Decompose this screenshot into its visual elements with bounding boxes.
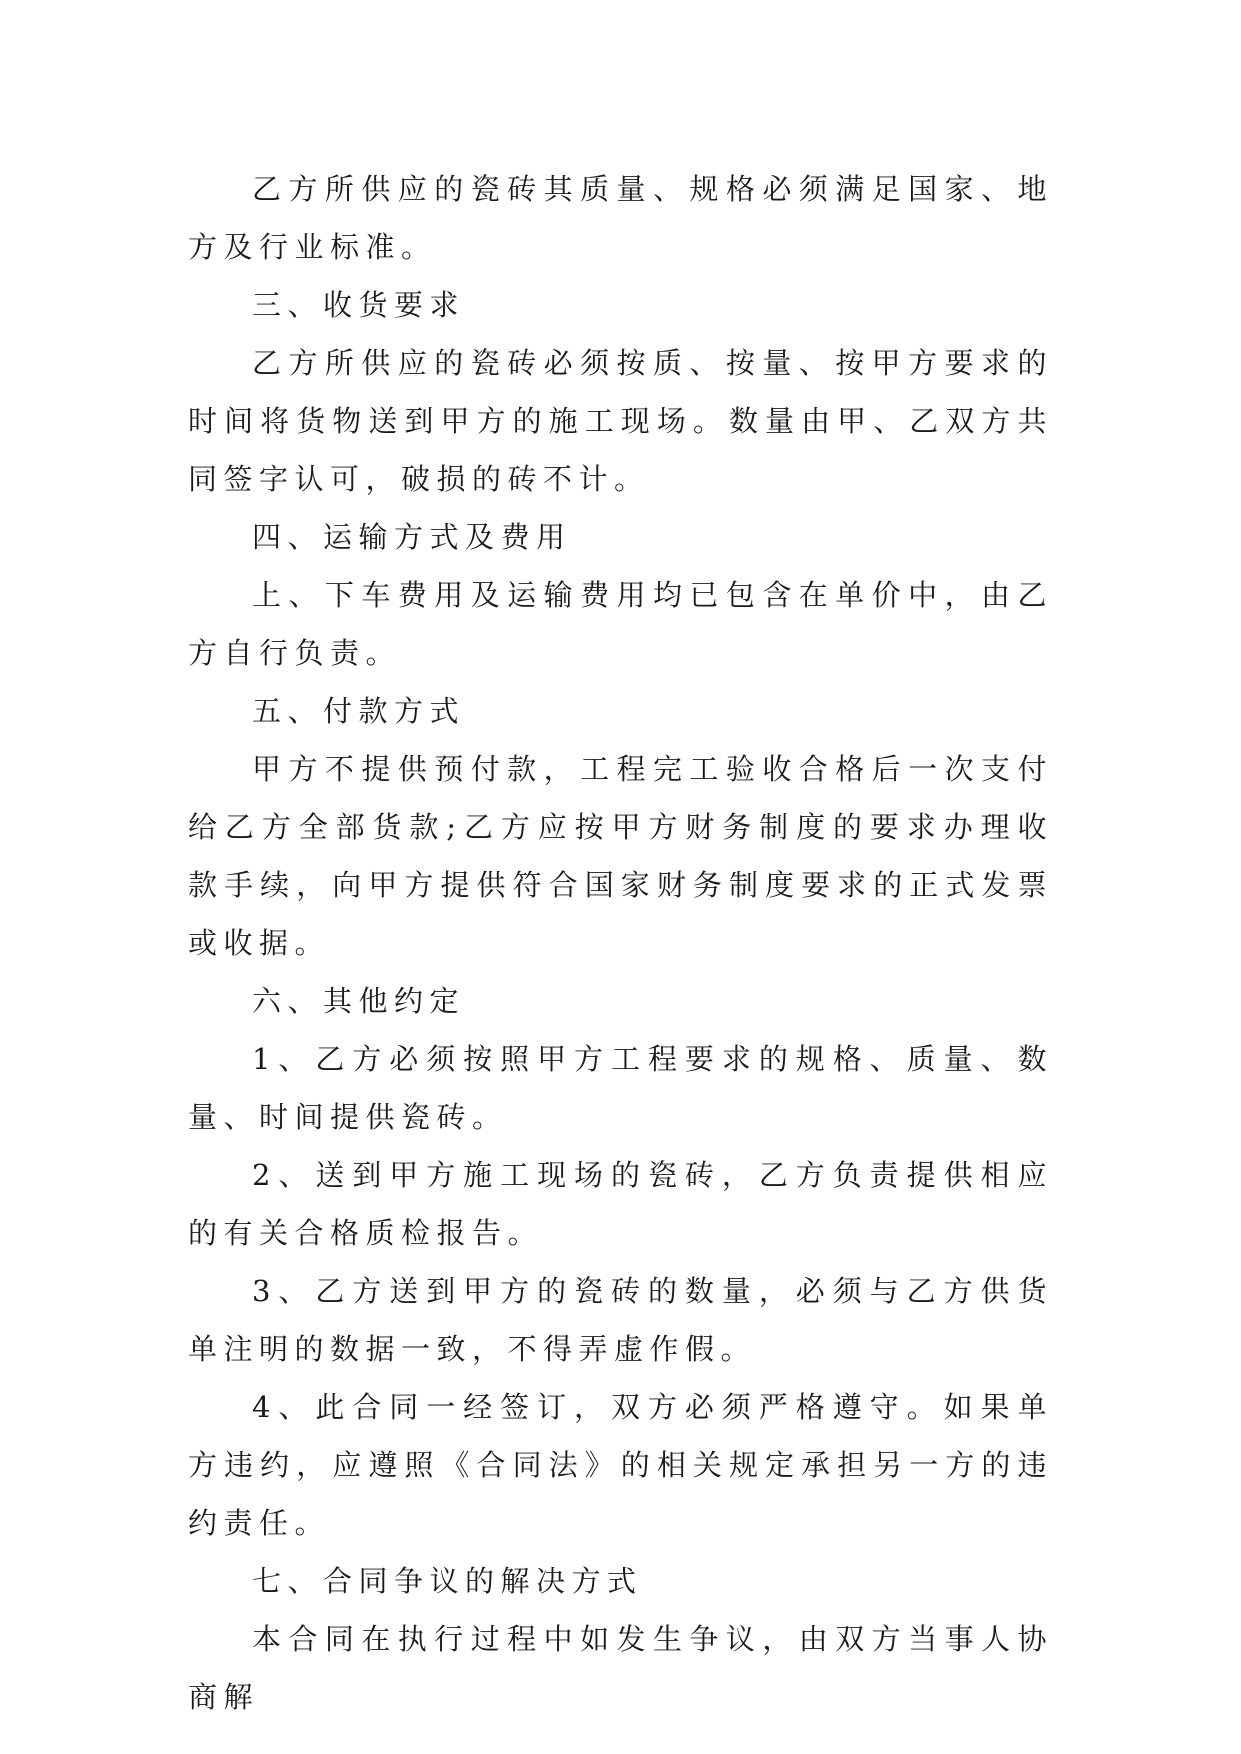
paragraph-other-3: 3、乙方送到甲方的瓷砖的数量，必须与乙方供货单注明的数据一致，不得弄虚作假。 xyxy=(188,1274,1053,1366)
section-heading-payment: 五、付款方式 xyxy=(252,694,466,728)
section-heading-other: 六、其他约定 xyxy=(252,984,466,1018)
paragraph-dispute: 本合同在执行过程中如发生争议，由双方当事人协商解 xyxy=(188,1622,1053,1714)
document-body xyxy=(188,160,1053,1726)
section-heading-dispute: 七、合同争议的解决方式 xyxy=(252,1564,643,1598)
paragraph-receiving: 乙方所供应的瓷砖必须按质、按量、按甲方要求的时间将货物送到甲方的施工现场。数量由甲、乙双方共同签字认可，破损的砖不计。 xyxy=(188,346,1053,496)
paragraph-other-4: 4、此合同一经签订，双方必须严格遵守。如果单方违约，应遵照《合同法》的相关规定承担另一方的违约责任。 xyxy=(188,1390,1053,1540)
paragraph-quality-standard: 乙方所供应的瓷砖其质量、规格必须满足国家、地方及行业标准。 xyxy=(188,172,1053,264)
paragraph-other-2: 2、送到甲方施工现场的瓷砖，乙方负责提供相应的有关合格质检报告。 xyxy=(188,1158,1053,1250)
section-heading-transport: 四、运输方式及费用 xyxy=(252,520,572,554)
section-heading-receiving: 三、收货要求 xyxy=(252,288,466,322)
paragraph-transport: 上、下车费用及运输费用均已包含在单价中，由乙方自行负责。 xyxy=(188,578,1053,670)
paragraph-payment: 甲方不提供预付款，工程完工验收合格后一次支付给乙方全部货款;乙方应按甲方财务制度的要求办理收款手续，向甲方提供符合国家财务制度要求的正式发票或收据。 xyxy=(188,752,1053,960)
paragraph-other-1: 1、乙方必须按照甲方工程要求的规格、质量、数量、时间提供瓷砖。 xyxy=(188,1042,1053,1134)
